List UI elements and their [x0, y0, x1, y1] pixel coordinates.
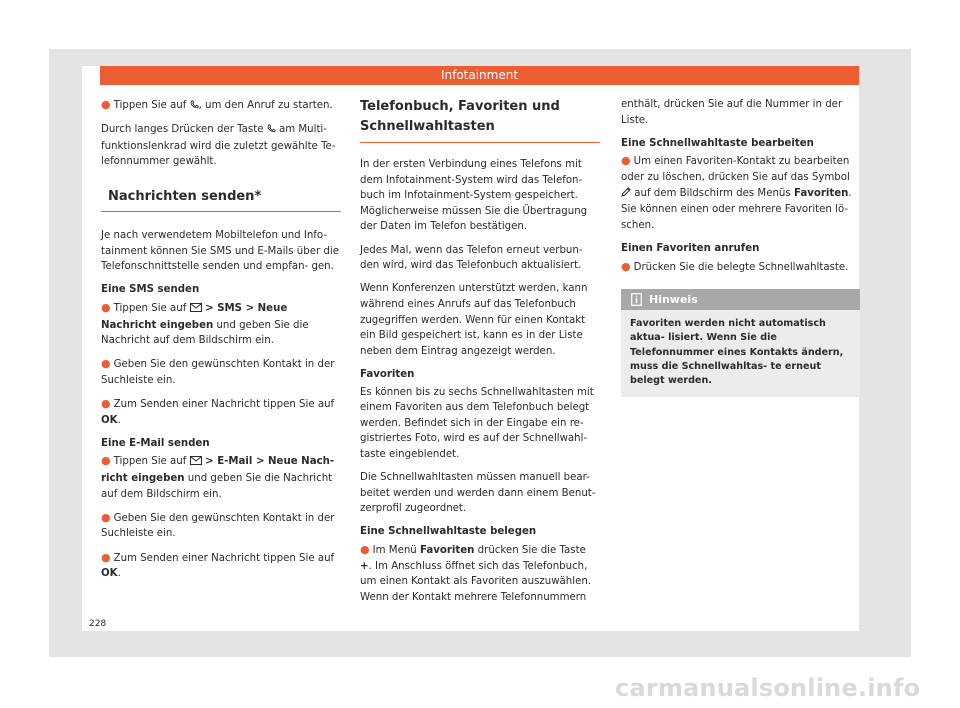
envelope-icon — [190, 302, 202, 318]
bullet-edit: ● Um einen Favoriten-Kontakt zu bearbeiten oder zu löschen, drücken Sie auf das Symbol auf dem Bildschirm des Menüs Favoriten. Sie können einen oder mehrere Favoriten lö- schen. — [621, 154, 852, 231]
subheading-sms: Eine SMS senden — [101, 284, 200, 296]
page-number: 228 — [89, 619, 107, 629]
subheading-call-favorite: Einen Favoriten anrufen — [621, 242, 760, 254]
paragraph-redial: Durch langes Drücken der Taste am Multi- funktionslenkrad wird die zuletzt gewählte Te- lefonnummer gewählt. — [101, 124, 336, 168]
subheading-edit-speed-dial: Eine Schnellwahltaste bearbeiten — [621, 137, 814, 149]
note-header: Hinweis — [621, 289, 860, 310]
bullet-sms-3: ● Zum Senden einer Nachricht tippen Sie auf OK. — [101, 397, 335, 426]
bullet-email-1: ● Tippen Sie auf > E-Mail > Neue Nach- richt eingeben und geben Sie die Nachricht auf dem Bildschirm ein. — [101, 454, 335, 500]
subheading-favorites: Favoriten — [360, 368, 415, 380]
paragraph-phonebook-1: In der ersten Verbindung eines Telefons mit dem Infotainment-System wird das Telefon- buch im Infotainment-System gespeichert. Möglicherweise müssen Sie die Übertragung der Daten im Telefon bestätigen. — [360, 159, 588, 233]
subheading-assign-speed-dial: Eine Schnellwahltaste belegen — [360, 526, 537, 538]
paragraph-favorites-2: Die Schnellwahltasten müssen manuell bear- beitet werden und werden dann einem Benut- zerprofil zugeordnet. — [360, 472, 596, 515]
bullet-icon: ● — [101, 357, 111, 371]
bullet-icon: ● — [360, 543, 370, 557]
bullet-icon: ● — [101, 550, 111, 564]
note-text: Favoriten werden nicht automatisch aktua- lisiert. Wenn Sie die Telefonnummer eines Kontakts ändern, muss die Schnellwahltas- te erneut belegt werden. — [630, 318, 844, 386]
watermark: carmanualsonline.info — [615, 674, 921, 702]
bullet-icon: ● — [101, 454, 111, 468]
paragraph-phonebook-3: Wenn Konferenzen unterstützt werden, kann während eines Anrufs auf das Telefonbuch zugegriffen werden. Wenn für einen Kontakt ein Bild gespeichert ist, kann es in der Liste neben dem Eintrag angezeigt werden. — [360, 283, 588, 357]
info-icon — [631, 293, 642, 306]
bullet-icon: ● — [621, 154, 631, 168]
heading-send-messages: Nachrichten senden* — [101, 187, 341, 212]
pencil-icon — [621, 187, 631, 203]
subheading-email: Eine E-Mail senden — [101, 437, 210, 449]
bullet-icon: ● — [101, 510, 111, 524]
paragraph-messages-intro: Je nach verwendetem Mobiltelefon und Info- tainment können Sie SMS und E-Mails über die Telefonschnittstelle senden und empfan- gen. — [101, 229, 339, 273]
bullet-icon: ● — [101, 300, 111, 314]
column-3 — [621, 97, 861, 397]
bullet-email-3: ● Zum Senden einer Nachricht tippen Sie auf OK. — [101, 550, 335, 580]
phone-handset-icon — [190, 99, 199, 115]
envelope-icon — [190, 455, 202, 471]
bullet-icon: ● — [101, 98, 111, 111]
paragraph-favorites-1: Es können bis zu sechs Schnellwahltasten mit einem Favoriten aus dem Telefonbuch belegt werden. Befindet sich in der Eingabe ein re- gistriertes Foto, wird es auf der Schnellwahl- taste eingeblendet. — [360, 386, 594, 460]
paragraph-continued: enthält, drücken Sie auf die Nummer in der Liste. — [621, 99, 843, 126]
bullet-icon: ● — [101, 397, 111, 411]
bullet-call-favorite: ● Drücken Sie die belegte Schnellwahltaste. — [621, 259, 849, 273]
phone-handset-icon — [267, 123, 276, 139]
note-box — [621, 289, 860, 397]
bullet-sms-1: ● Tippen Sie auf > SMS > Neue Nachricht eingeben und geben Sie die Nachricht auf dem Bildschirm ein. — [101, 300, 309, 347]
bullet-sms-2: ● Geben Sie den gewünschten Kontakt in der Suchleiste ein. — [101, 357, 335, 386]
bullet-call: ● Tippen Sie auf , um den Anruf zu starten. — [101, 97, 341, 115]
bullet-email-2: ● Geben Sie den gewünschten Kontakt in der Suchleiste ein. — [101, 510, 335, 540]
paragraph-phonebook-2: Jedes Mal, wenn das Telefon erneut verbun- den wird, wird das Telefonbuch aktualisiert. — [360, 244, 583, 272]
column-1 — [101, 97, 341, 589]
section-header: Infotainment — [100, 66, 859, 85]
heading-phonebook: Telefonbuch, Favoriten und Schnellwahltasten — [360, 97, 600, 143]
bullet-icon: ● — [621, 259, 631, 273]
bullet-assign: ● Im Menü Favoriten drücken Sie die Taste +. Im Anschluss öffnet sich das Telefonbuch, um einen Kontakt als Favoriten auszuwählen. Wenn der Kontakt mehrere Telefonnummern — [360, 543, 592, 603]
column-2 — [360, 97, 600, 613]
